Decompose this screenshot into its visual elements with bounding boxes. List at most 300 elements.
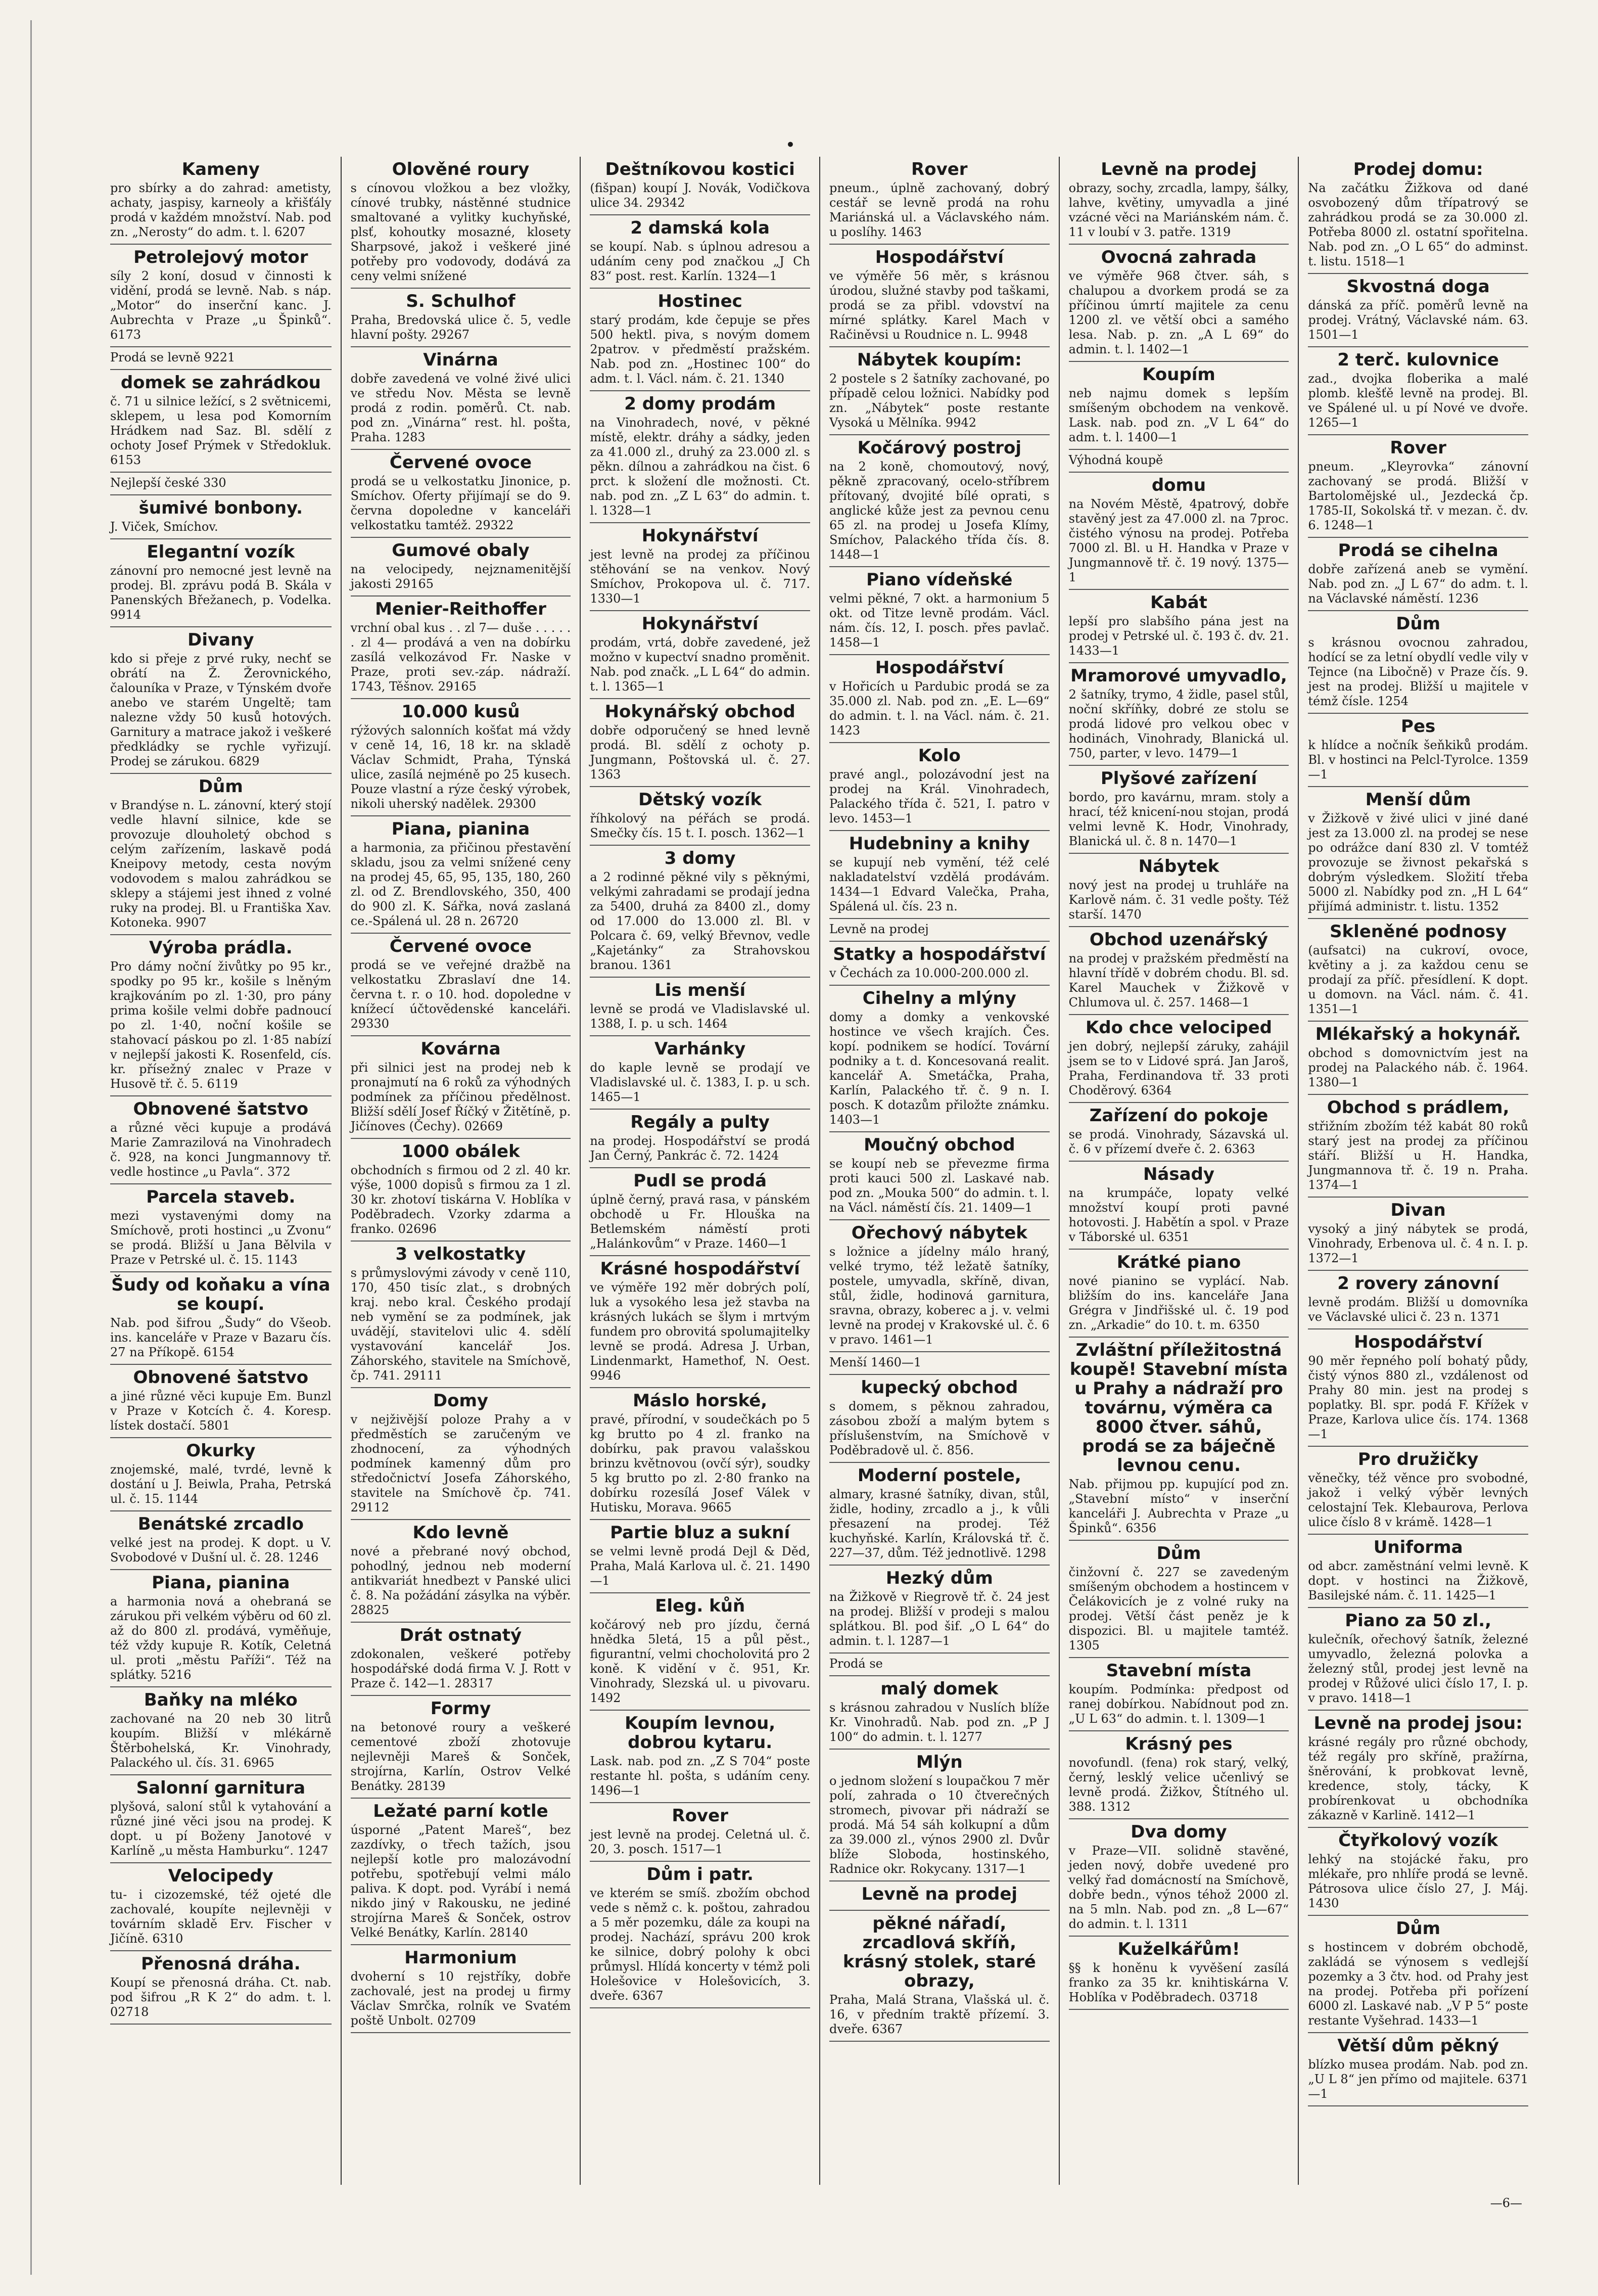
- ad-heading: 3 domy: [664, 848, 736, 868]
- ad-heading: Partie bluz a sukní: [610, 1523, 790, 1543]
- ad-heading: malý domek: [880, 1679, 999, 1699]
- ad-body: blízko musea prodám. Nab. pod zn. „U L 8“ jen přímo od majitele. 6371—1: [1308, 2057, 1528, 2101]
- ad-body: levně prodám. Bližší u domovníka ve Václavské ulici č. 23 n. 1371: [1308, 1295, 1528, 1324]
- ad-body: s krásnou zahradou v Nuslích blíže Kr. Vinohradů. Nab. pod zn. „P J 100“ do admin. t. l. 1277: [829, 1701, 1050, 1744]
- ad-body: novofundl. (fena) rok starý, velký, černý, lesklý velice učenlivý se levně prodá. Žižkov, Štítného ul. 388. 1312: [1068, 1756, 1289, 1814]
- ad-heading: Šudy od koňaku a vína se koupí.: [111, 1275, 331, 1314]
- ad-body: od abcr. zaměstnání velmi levně. K dopt. v hostinci na Žižkově, Basilejské nám. č. 11. 1425—1: [1308, 1559, 1528, 1602]
- classified-ad: [1069, 1658, 1289, 1731]
- classified-ad: [829, 567, 1050, 655]
- classified-ad: [829, 1463, 1050, 1566]
- ad-heading: Dům: [198, 776, 243, 797]
- ad-body: v Praze—VII. solidně stavěné, jeden nový, dobře uvedené pro velký řad domácností na Smíchově, dobře bedn., výnos téhož 2000 zl. na 5 mln. Nab. pod zn. „8 L—67“ do admin. t. l. 1311: [1068, 1844, 1289, 1931]
- classified-ad: [1308, 1447, 1528, 1535]
- classified-ad: [1069, 1937, 1289, 2010]
- classified-ad: [351, 1945, 571, 2033]
- ad-body: Na začátku Žižkova od dané osvobozený dům třípatrový se zahrádkou prodá se za 30.000 zl. Potřeba 8000 zl. ostatní spořitelna. Nab. pod zn. „O L 65“ do adminst. t. listu. 1518—1: [1308, 181, 1528, 268]
- classified-ad: [590, 1711, 810, 1803]
- ad-body: pneum. „Kleyrovka“ zánovní zachovaný se prodá. Bližší v Bartolomějské ul., Jezdecká čp. 1785-II, Sokolská tř. v mezan. č. dv. 6. 1248—1: [1308, 460, 1528, 532]
- classified-ad: [590, 1388, 810, 1520]
- ad-body: zánovní pro nemocné jest levně na prodej. Bl. zprávu podá B. Skála v Panenských Břežanech, p. Vodelka. 9914: [110, 564, 332, 622]
- ad-body: a různé věci kupuje a prodává Marie Zamrazilová na Vinohradech č. 928, na konci Jungmannovy tř. vedle hostince „u Pavla“. 372: [110, 1121, 332, 1179]
- ad-body: Praha, Bredovská ulice č. 5, vedle hlavní pošty. 29267: [350, 313, 571, 342]
- classified-ad: [351, 538, 571, 596]
- classified-ad: [1069, 473, 1289, 590]
- ad-heading: 2 domy prodám: [624, 394, 776, 414]
- ad-heading: Ležaté parní kotle: [373, 1801, 548, 1821]
- ad-body: střižním zbožím též kabát 80 roků starý jest na prodej za příčinou stáří. Bližší u H. Handka, Jungmannova tř. č. 19 n. Praha. 1374—1: [1308, 1119, 1528, 1192]
- ad-heading: 10.000 kusů: [401, 702, 520, 722]
- ad-heading: Mlékařský a hokynář.: [1315, 1024, 1521, 1044]
- ad-body: ve výměře 56 měr, s krásnou úrodou, služné stavby pod taškami, prodá se za přibl. vdovství na mírné splátky. Karel Mach v Račiněvsi u Roudnice n. L. 9948: [829, 269, 1050, 342]
- classified-ad: [829, 986, 1050, 1132]
- ad-body: dobře zařízená aneb se vymění. Nab. pod zn. „J L 67“ do adm. t. l. na Václavské náměstí. 1236: [1308, 562, 1528, 606]
- ad-heading: Nábytek: [1138, 856, 1219, 877]
- ad-heading: kupecký obchod: [861, 1377, 1018, 1398]
- ad-heading: Menier-Reithoffer: [375, 599, 546, 619]
- ad-heading: Moderní postele,: [857, 1465, 1021, 1486]
- classified-ad: [110, 1272, 332, 1365]
- classified-ad: [1069, 1731, 1289, 1819]
- ad-body: bordo, pro kavárnu, mram. stoly a hrací, též knicení-nou stojan, prodá velmi levně K. Hodr, Vinohrady, Blanická ul. č. 8 n. 1470—1: [1068, 790, 1289, 848]
- ad-body: se kupují neb vymění, též celé nakladatelství vzdělá prodávám. 1434—1 Edvard Valečka, Praha, Spálená ul. čís. 23 n.: [829, 855, 1050, 913]
- ad-body: v Hořicích u Pardubic prodá se za 35.000 zl. Nab. pod zn. „E. L—69“ do admin. t. l. na Václ. nám. č. 21. 1423: [829, 679, 1050, 738]
- classified-ad: [829, 435, 1050, 567]
- ad-body: ve výměře 192 měr dobrých polí, luk a vysokého lesa jež stavba na krásných lukách se šlym i mrtvým fundem pro obrovitá spolumajitelky levně se prodá. Adresa J. Urban, Lindenmarkt, Hamethof, N. Oest. 9946: [590, 1280, 810, 1383]
- ad-body: Levně na prodej: [829, 922, 929, 936]
- ad-heading: Formy: [430, 1698, 491, 1719]
- ad-heading: Hudebniny a knihy: [849, 834, 1030, 854]
- classified-ad: [1069, 450, 1289, 473]
- classified-ad: [1308, 1608, 1528, 1711]
- ad-body: nový jest na prodej u truhláře na Karlově nám. č. 31 vedle pošty. Též starší. 1470: [1068, 878, 1289, 922]
- ad-heading: Dětský vozík: [638, 790, 762, 810]
- classified-ad: [1308, 538, 1528, 611]
- ad-heading: 3 velkostatky: [395, 1244, 526, 1264]
- ad-heading: Skvostná doga: [1346, 277, 1490, 297]
- ad-heading: Deštníkovou kostici: [605, 159, 795, 179]
- ad-heading: Uniforma: [1373, 1537, 1463, 1557]
- classified-ad: [1069, 590, 1289, 663]
- ad-body: v Brandýse n. L. zánovní, který stojí vedle hlavní silnice, kde se provozuje dlouholetý obchod s celým zařízením, laskavě podá Kneipovy metody, cesta novým vodovodem s malou zahrádkou se sklepy a stájemi jest ihned z volné ruky na prodej. Bl. u Františka Xav. Kotoneka. 9907: [110, 798, 332, 930]
- ad-heading: Cihelny a mlýny: [862, 988, 1016, 1008]
- ad-heading: Rover: [911, 159, 968, 179]
- classified-ad: [110, 495, 332, 539]
- ad-body: pneum., úplně zachovaný, dobrý cestář se levně prodá na rohu Mariánská ul. a Václavského nám. u poslíhy. 1463: [829, 181, 1050, 239]
- classified-ad: [829, 1566, 1050, 1654]
- classified-ad: [1308, 1535, 1528, 1608]
- ad-heading: Dva domy: [1131, 1822, 1227, 1842]
- ad-body: o jednom složení s loupačkou 7 měr polí, zahrada o 10 čtverečných stromech, pivovar při nádraží se prodá. Má 54 sáh kolkupní a dům za 39.000 zl., výnos 2900 zl. Dvůr blíže Sloboda, hostinského, Radnice okr. Rokycany. 1317—1: [829, 1774, 1050, 1876]
- classified-ad: [110, 473, 332, 495]
- classified-ad: [1308, 1828, 1528, 1916]
- ad-body: věnečky, též věnce pro svobodné, jakož i velký výběr levných celostajní Tek. Klebaurova, Perlova ulice číslo 8 v krámě. 1428—1: [1308, 1471, 1528, 1529]
- ad-heading: Hospodářství: [875, 658, 1004, 678]
- ad-body: lehký na stojácké řaku, pro mlékaře, pro nhlíře prodá se levně. Pátrosova ulice číslo 27, J. Máj. 1430: [1308, 1852, 1528, 1910]
- ad-body: kulečník, ořechový šatník, železné umyvadlo, železná polovka a železný stůl, prodej jest levně na prodej v Růžové ulici číslo 17, I. p. v pravo. 1418—1: [1308, 1632, 1528, 1705]
- ad-heading: Prodá se cihelna: [1338, 540, 1498, 561]
- ad-body: v Žižkově v živé ulici v jiné dané jest za 13.000 zl. na prodej se nese po odrážce daní 830 zl. V tomtéž provozuje se živnost pekařská s dobrým výsledkem. Složití třeba 5000 zl. Nabídky pod zn. „H L 64“ přijímá administr. t. listu. 1352: [1308, 811, 1528, 913]
- classified-ad: [1308, 1198, 1528, 1271]
- ad-heading: Kabát: [1150, 592, 1207, 613]
- top-mark: •: [786, 136, 795, 153]
- ad-body: zdokonalen, veškeré potřeby hospodářské dodá firma V. J. Rott v Praze č. 142—1. 28317: [350, 1647, 571, 1690]
- ad-body: na Vinohradech, nové, v pěkné místě, elektr. dráhy a sádky, jeden za 41.000 zl., druhý za 23.000 zl. s pěkn. dílnou a zahrádkou na čist. 6 prct. k složení dle možnosti. Ct. nab. pod zn. „Z L 63“ do admin. t. l. 1328—1: [590, 416, 810, 518]
- ad-body: s hostincem v dobrém obchodě, zakládá se výnosem s vedlejší pozemky a 3 čtv. hod. od Prahy jest na prodej. Potřeba při pořízení 6000 zl. Laskavé nab. „V P 5“ poste restante Vyšehrad. 1433—1: [1308, 1940, 1528, 2028]
- ad-body: Prodá se levně 9221: [110, 350, 236, 364]
- classified-ad: [1308, 1329, 1528, 1447]
- classified-ad: [590, 1036, 810, 1110]
- ad-body: Pro dámy noční živůtky po 95 kr., spodky po 95 kr., košile s lněným krajkováním po zl. 1·30, pro pány prima košile velmi dobře padnoucí po zl. 1·40, noční košile se stahovací páskou po zl. 1·85 nabízí v nejlepší jakosti K. Rosenfeld, cís. kr. přísežný znalec v Praze v Husově tř. č. 5. 6119: [110, 959, 332, 1091]
- classified-ad: [1069, 1015, 1289, 1103]
- ad-body: s průmyslovými závody v ceně 110, 170, 450 tisíc zlat., s drobných kraj. nebo kral. Českého prodají neb vymění se za podmínek, jak uvádějí, stavitelovi ulic 4. sdělí vystavování kancelář Jos. Záhorského, stavitele na Smíchově, čp. 741. 29111: [350, 1266, 571, 1383]
- ad-body: jen dobrý, nejlepší záruky, zahájil jsem se to v Lidové sprá. Jan Jaroš, Praha, Ferdinandova tř. 33 proti Choděrový. 6364: [1068, 1039, 1289, 1097]
- ad-heading: Koupím levnou, dobrou kytaru.: [625, 1713, 776, 1753]
- classified-ad: [590, 289, 810, 391]
- ad-heading: Hospodářství: [1354, 1332, 1483, 1352]
- ad-heading: Benátské zrcadlo: [137, 1514, 304, 1534]
- classified-ad: [110, 1687, 332, 1775]
- classified-ad: [829, 919, 1050, 942]
- classified-ad: [829, 347, 1050, 435]
- ad-body: prodá se ve veřejné dražbě na velkostatku Zbraslaví dne 14. června t. r. o 10. hod. dopoledne v knížecí účtovědenské kanceláři. 29330: [350, 958, 571, 1031]
- ad-body: se prodá. Vinohrady, Sázavská ul. č. 6 v přízemí dveře č. 2. 6363: [1068, 1127, 1289, 1156]
- ad-heading: 2 rovery zánovní: [1337, 1273, 1499, 1294]
- ad-heading: Hokynářství: [641, 526, 759, 546]
- classified-ad: [110, 539, 332, 627]
- ad-body: ve výměře 968 čtver. sáh, s chalupou a dvorkem prodá se za příčinou úmrtí majitele za cenu 1200 zl. ve větší obci a samého lesa. Nab. p. zn. „A L 69“ do admin. t. l. 1402—1: [1068, 269, 1289, 356]
- ad-heading: Hokynářství: [641, 614, 759, 634]
- ad-heading: Krásný pes: [1125, 1734, 1233, 1754]
- ad-body: k hlídce a nočník šeňkiků prodám. Bl. v hostinci na Pelcl-Tyrolce. 1359—1: [1308, 738, 1528, 782]
- classified-ad: [351, 1623, 571, 1696]
- ad-body: 90 měr řepného polí bohatý půdy, čistý výnos 880 zl., vzdálenost od Prahy 80 min. jest na prodej s poplatky. Bl. spr. podá F. Křížek v Praze, Karlova ulice čís. 174. 1368—1: [1308, 1354, 1528, 1441]
- classified-ad: [829, 1654, 1050, 1676]
- classified-ad: [1069, 1162, 1289, 1250]
- ad-heading: Ovocná zahrada: [1101, 247, 1257, 267]
- ad-heading: Kolo: [918, 746, 961, 766]
- ad-heading: Hezký dům: [885, 1568, 993, 1588]
- ad-body: pravé angl., polozávodní jest na prodej na Král. Vinohradech, Palackého třída č. 521, I. patro v levo. 1453—1: [829, 767, 1050, 825]
- ad-body: Nab. pod šifrou „Šudy“ do Všeob. ins. kanceláře v Praze v Bazaru čís. 27 na Příkopě. 6154: [110, 1316, 332, 1359]
- ad-body: se koupí. Nab. s úplnou adresou a udáním ceny pod značkou „J Ch 83“ post. rest. Karlín. 1324—1: [590, 240, 810, 283]
- ad-column-6: [1298, 157, 1537, 2185]
- classified-ad: [829, 1375, 1050, 1463]
- classified-ad: [110, 370, 332, 473]
- ad-body: 2 šatníky, trymo, 4 židle, pasel stůl, noční skříňky, dobré ze stolu se prodá lidové pro velkou obec v hodinách, Vinohrady, Blanická ul. 750, parter, v levo. 1479—1: [1068, 687, 1289, 760]
- ad-body: Menší 1460—1: [829, 1355, 922, 1369]
- ad-heading: Prodej domu:: [1353, 159, 1483, 179]
- classified-ad: [590, 1593, 810, 1711]
- ad-body: zad., dvojka floberika a malé plomb. klešťě levně na prodej. Bl. ve Spálené ul. u pí Nové ve dvoře. 1265—1: [1308, 372, 1528, 430]
- classified-ad: [829, 1676, 1050, 1750]
- ad-body: zachované na 20 neb 30 litrů koupím. Bližší v mlékárně Štěrbohelská, Kr. Vinohrady, Palackého ul. čís. 31. 6965: [110, 1712, 332, 1770]
- ad-body: na betonové roury a veškeré cementové zboží zhotovuje nejlevněji Mareš & Sonček, strojírna, Karlín, Ostrov Velké Benátky. 28139: [350, 1720, 571, 1793]
- ad-heading: Levně na prodej: [861, 1884, 1018, 1904]
- ad-heading: Skleněné podnosy: [1330, 922, 1507, 942]
- classified-ad: [590, 787, 810, 846]
- ad-heading: Moučný obchod: [864, 1135, 1015, 1155]
- classified-ad: [1308, 157, 1528, 274]
- classified-ad: [351, 450, 571, 538]
- page-edge-line: [30, 20, 37, 2275]
- ad-heading: Obchod s prádlem,: [1327, 1097, 1510, 1118]
- ad-heading: Červené ovoce: [389, 936, 532, 956]
- classified-ad: [1308, 1095, 1528, 1198]
- classified-ad: [590, 391, 810, 523]
- classified-ad: [1308, 1271, 1528, 1329]
- classified-ad: [1069, 854, 1289, 927]
- ad-body: Praha, Malá Strana, Vlašská ul. č. 16, v předním traktě přízemí. 3. dveře. 6367: [829, 1993, 1050, 2036]
- classified-ad: [110, 1365, 332, 1438]
- ad-heading: Domy: [433, 1391, 489, 1411]
- ad-heading: domu: [1151, 475, 1206, 495]
- classified-ad: [351, 289, 571, 347]
- ad-column-3: [580, 157, 819, 2185]
- ad-heading: Mramorové umyvadlo,: [1070, 666, 1287, 686]
- classified-ad: [829, 655, 1050, 743]
- classified-ad: [829, 942, 1050, 986]
- ad-body: vrchní obal kus . . zl 7— duše . . . . . . zl 4— prodává a ven na dobírku zasílá velkozávod Fr. Naske v Praze, proti sev.-záp. nádraží. 1743, Těšnov. 29165: [350, 621, 571, 694]
- ad-body: s domem, s pěknou zahradou, zásobou zboží a malým bytem s příslušenstvím, na Smíchově v Poděbradově ul. č. 856.: [829, 1399, 1050, 1457]
- ad-heading: šumivé bonbony.: [138, 498, 303, 518]
- ad-body: v Čechách za 10.000-200.000 zl.: [829, 966, 1029, 980]
- classified-ad: [829, 1881, 1050, 1911]
- ad-heading: 2 damská kola: [630, 218, 770, 238]
- ad-heading: Baňky na mléko: [144, 1690, 298, 1710]
- ad-body: a jiné různé věci kupuje Em. Bunzl v Praze v Kotcích č. 4. Koresp. lístek dostačí. 5801: [110, 1389, 332, 1433]
- ad-heading: Zvláštní příležitostná koupě! Stavební místa u Prahy a nádraží pro továrnu, výměra ca 8000 čtver. sáhů, prodá se za báječně levnou cenu.: [1069, 1340, 1288, 1476]
- ad-heading: Kočárový postroj: [857, 438, 1022, 458]
- ad-heading: Pro družičky: [1357, 1449, 1479, 1470]
- ad-heading: Statky a hospodářství: [833, 944, 1046, 965]
- classified-ad: [110, 935, 332, 1096]
- classified-ad: [590, 699, 810, 787]
- ad-body: kdo si přeje z prvé ruky, nechť se obrátí na Ž. Žerovnického, čalouníka v Praze, v Týnském dvoře anebo ve starém Ungeltě; tam nalezne vždy 50 kusů hotových. Garnitury a matrace jakož i veškeré předkládky se rychle vyřizují. Prodej se zárukou. 6829: [110, 652, 332, 768]
- classified-ad: [1069, 927, 1289, 1015]
- ad-body: na 2 koně, chomoutový, nový, pěkně zpracovaný, ocelo-stříbrem přítovaný, dvojité bílé oprati, s anglické kůže jest za pevnou cenu 65 zl. na prodej u Josefa Klímy, Smíchov, Palackého třída čís. 8. 1448—1: [829, 460, 1050, 562]
- ad-heading: Petrolejový motor: [133, 247, 308, 267]
- ad-body: jest levně na prodej. Celetná ul. č. 20, 3. posch. 1517—1: [590, 1827, 810, 1856]
- classified-ad: [351, 1520, 571, 1623]
- classified-ad: [1308, 611, 1528, 714]
- ad-heading: Obnovené šatstvo: [133, 1099, 309, 1119]
- classified-ad: [351, 1242, 571, 1388]
- ad-heading: Hospodářství: [875, 247, 1004, 267]
- classified-ad: [110, 1184, 332, 1272]
- ad-body: starý prodám, kde čepuje se přes 500 hektl. piva, s novým domem 2patrov. v předměstí pražském. Nab. pod zn. „Hostinec 100“ do adm. t. l. Václ. nám. č. 21. 1340: [590, 313, 810, 386]
- ad-body: almary, krasné šatníky, divan, stůl, židle, hodiny, zrcadlo a j., k vůli přesazení na prodej. Též kuchyňské. Karlín, Královská tř. č. 227—37, dům. Též jednotlivě. 1298: [829, 1487, 1050, 1560]
- classified-ad: [110, 1775, 332, 1863]
- classified-ad: [110, 774, 332, 935]
- ad-heading: Levně na prodej jsou:: [1313, 1713, 1523, 1733]
- classified-ad: [110, 627, 332, 774]
- ad-body: a 2 rodinné pěkné vily s pěknými, velkými zahradami se prodají jedna za 5400, druhá za 8400 zl., domy od 17.000 do 13.000 zl. Bl. v Polcara č. 69, velký Břevnov, vedle „Kajetánky“ za Strahovskou branou. 1361: [590, 870, 810, 972]
- ad-body: s krásnou ovocnou zahradou, hodící se za letní obydlí vedle vily v Tejnce (na Libočně) v Praze čís. 9. jest na prodej. Bližší u majitele v témž čísle. 1254: [1308, 635, 1528, 708]
- classified-ad: [590, 157, 810, 215]
- ad-body: na prodej. Hospodářství se prodá Jan Černý, Pankrác č. 72. 1424: [590, 1134, 810, 1163]
- classified-ad: [110, 1863, 332, 1951]
- ad-body: se koupí neb se převezme firma proti kauci 500 zl. Laskavé nab. pod zn. „Mouka 500“ do admin. t. l. na Václ. náměstí čís. 21. 1409—1: [829, 1157, 1050, 1215]
- ad-heading: Hokynářský obchod: [604, 702, 795, 722]
- ad-heading: Rover: [1390, 438, 1446, 458]
- classified-ad: [351, 816, 571, 934]
- ad-body: síly 2 koní, dosud v činnosti k vidění, prodá se levně. Nab. s náp. „Motor“ do inserční kanc. J. Aubrechta v Praze „u Špinků“. 6173: [110, 269, 332, 342]
- ad-heading: Nábytek koupím:: [857, 350, 1022, 370]
- ad-heading: Eleg. kůň: [655, 1596, 745, 1616]
- classified-ad: [1308, 1711, 1528, 1828]
- ad-body: Nejlepší české 330: [110, 476, 226, 490]
- ad-heading: Velocipedy: [168, 1866, 273, 1886]
- classified-ad: [590, 1520, 810, 1593]
- classified-ad: [110, 245, 332, 347]
- ad-body: neb najmu domek s lepším smíšeným obchodem na venkově. Lask. nab. pod zn. „V L 64“ do adm. t. l. 1400—1: [1068, 386, 1289, 444]
- page-number: —6—: [1490, 2196, 1522, 2210]
- ad-heading: Krátké piano: [1116, 1252, 1241, 1272]
- classified-ad: [351, 1388, 571, 1520]
- classified-ad: [1308, 787, 1528, 919]
- ad-body: lepší pro slabšího pána jest na prodej v Petrské ul. č. 193 č. dv. 21. 1433—1: [1068, 614, 1289, 658]
- classified-ad: [590, 1168, 810, 1256]
- classified-ad: [829, 1911, 1050, 2042]
- ad-heading: Hostinec: [657, 291, 742, 311]
- ad-body: (fišpan) koupí J. Novák, Vodičkova ulice 34. 29342: [590, 181, 810, 210]
- ad-body: a harmonia nová a ohebraná se zárukou při velkém výběru od 60 zl. až do 800 zl. prodává, vyměňuje, též vždy kupuje R. Kotík, Celetná ul. proti „městu Paříži“. Též na splátky. 5216: [110, 1594, 332, 1682]
- ad-body: na krumpáče, lopaty velké množství koupí proti pavné hotovosti. J. Habětín a spol. v Praze v Táborské ul. 6351: [1068, 1186, 1289, 1244]
- ad-heading: Čtyřkolový vozík: [1338, 1830, 1498, 1851]
- ad-heading: Výroba prádla.: [149, 938, 293, 958]
- ad-body: pro sbírky a do zahrad: ametisty, achaty, jaspisy, karneoly a křišťály prodá v každém množství. Nab. pod zn. „Nerosty“ do adm. t. l. 6207: [110, 181, 332, 239]
- classified-ad: [1308, 714, 1528, 787]
- ad-heading: Dům: [1396, 614, 1441, 634]
- classified-ad: [1069, 1541, 1289, 1658]
- ad-body: obchod s domovnictvím jest na prodej na Palackého náb. č. 1964. 1380—1: [1308, 1046, 1528, 1089]
- classified-ad: [1308, 347, 1528, 435]
- ad-heading: Varhánky: [654, 1039, 746, 1059]
- ad-heading: pěkné nářadí, zrcadlová skříň, krásný stolek, staré obrazy,: [842, 1913, 1036, 1991]
- ad-body: tu- i cizozemské, též ojeté dle zachovalé, koupíte nejlevněji v továrním skladě Erv. Fischer v Jičíně. 6310: [110, 1888, 332, 1946]
- ad-body: a harmonia, za přičinou přestavění skladu, jsou za velmi snížené ceny na prodej 45, 65, 95, 135, 180, 260 zl. od Z. Brendlovského, 350, 400 do 900 zl. K. Sářka, nová zaslaná ce.-Spálená ul. 28 n. 26720: [350, 841, 571, 928]
- ad-heading: Zařízení do pokoje: [1089, 1106, 1268, 1126]
- ad-heading: Červené ovoce: [389, 452, 532, 473]
- ad-heading: domek se zahrádkou: [120, 373, 321, 393]
- classified-ad: [110, 347, 332, 370]
- ad-body: prodá se u velkostatku Jinonice, p. Smíchov. Oferty přijímají se do 9. června dopoledne v kanceláři velkostatku tamtéž. 29322: [350, 474, 571, 532]
- ad-body: při silnici jest na prodej neb k pronajmutí na 6 roků za výhodných podmínek za příčinou předělnost. Bližší sdělí Josef Říčký v Žitětíně, p. Jičínoves (Čechy). 02669: [350, 1061, 571, 1133]
- classified-ad: [1308, 919, 1528, 1022]
- ad-heading: Gumové obaly: [392, 540, 530, 561]
- ad-body: vysoký a jiný nábytek se prodá, Vinohrady, Erbenova ul. č. 4 n. I. p. 1372—1: [1308, 1222, 1528, 1265]
- ad-heading: Salonní garnitura: [136, 1778, 306, 1798]
- ad-body: krásné regály pro různé obchody, též regály pro skříně, pražírna, šněrování, k probkovat levně, kredence, stoly, tácky, K probírenkovat u obchodníka zákazně v Karlině. 1412—1: [1308, 1735, 1528, 1822]
- classified-ad: [351, 596, 571, 699]
- ad-body: znojemské, malé, tvrdé, levně k dostání u J. Beiwla, Praha, Petrská ul. č. 15. 1144: [110, 1462, 332, 1506]
- ad-body: prodám, vrtá, dobře zavedené, jež možno v kupectví snadno proměnit. Nab. pod značk. „L L 64“ do admin. t. l. 1365—1: [590, 635, 810, 694]
- ad-heading: Regály a pulty: [630, 1112, 770, 1132]
- ad-body: se velmi levně prodá Dejl & Děd, Praha, Malá Karlova ul. č. 21. 1490—1: [590, 1544, 810, 1588]
- classified-ad: [829, 1750, 1050, 1881]
- classified-ad: [1308, 435, 1528, 538]
- ad-heading: Větší dům pěkný: [1337, 2036, 1499, 2056]
- ad-body: obrazy, sochy, zrcadla, lampy, šálky, lahve, květiny, umyvadla a jiné vzácné věci na Mariánském nám. č. 11 v loubí v 3. patře. 1319: [1068, 181, 1289, 239]
- classified-ad: [351, 1139, 571, 1242]
- ad-body: na Novém Městě, 4patrový, dobře stavěný jest za 47.000 zl. na 7proc. čistého výnosu na prodej. Potřeba 7000 zl. Bl. u H. Handka v Praze v Jungmannově tř. č. 19 nový. 1375—1: [1068, 497, 1289, 584]
- ad-body: Nab. přijmou pp. kupující pod zn. „Stavební místo“ v inserční kanceláři J. Aubrechta v Praze „u Špinků“. 6356: [1068, 1477, 1289, 1535]
- ad-heading: Lis menší: [654, 980, 746, 1000]
- ad-body: mezi vystavenými domy na Smíchově, proti hostinci „u Zvonu“ se prodá. Bližší u Jana Bělvila v Praze v Petrské ul. č. 15. 1143: [110, 1209, 332, 1267]
- classified-ads-page: [101, 157, 1537, 2185]
- ad-body: §§ k honěnu k vyvěšení zasílá franko za 35 kr. knihtiskárna V. Hoblíka v Poděbradech. 03718: [1068, 1961, 1289, 2004]
- ad-body: do kaple levně se prodají ve Vladislavské ul. č. 1383, I. p. u sch. 1465—1: [590, 1061, 810, 1104]
- ad-heading: Kdo chce velociped: [1085, 1018, 1273, 1038]
- ad-heading: Máslo horské,: [633, 1391, 768, 1411]
- ad-body: Prodá se: [829, 1657, 883, 1671]
- ad-heading: Harmonium: [404, 1948, 517, 1968]
- ad-heading: Stavební místa: [1106, 1661, 1252, 1681]
- ad-body: na velocipedy, nejznamenitější jakosti 29165: [350, 562, 571, 591]
- ad-heading: 2 terč. kulovnice: [1337, 350, 1499, 370]
- ad-body: ve kterém se smíš. zbožím obchod vede s němž c. k. poštou, zahradou a 5 měr pozemku, dále za koupi na prodej. Nachází, správu 200 krok ke silnice, dobrý polohy k obci průmysl. Hlídá koncerty v témž poli Holešovice v Holešovicích, 3. dveře. 6367: [590, 1886, 810, 2003]
- ad-body: na Žižkově v Riegrově tř. č. 24 jest na prodej. Bližší v prodeji s malou splátkou. Bl. pod šif. „O L 64“ do admin. t. l. 1287—1: [829, 1590, 1050, 1648]
- ad-heading: Obnovené šatstvo: [133, 1367, 309, 1388]
- ad-body: dánská za příč. poměrů levně na prodej. Vrátný, Václavské nám. 63. 1501—1: [1308, 298, 1528, 342]
- ad-body: dvoherní s 10 rejstříky, dobře zachovalé, jest na prodej u firmy Václav Smrčka, rolník ve Svatém poště Unbolt. 02709: [350, 1969, 571, 2028]
- ad-body: nové pianino se vyplácí. Nab. bližším do ins. kanceláře Jana Grégra v Jindřišské ul. č. 19 pod zn. „Arkadie“ do 10. t. m. 6350: [1068, 1274, 1289, 1332]
- classified-ad: [1069, 1338, 1289, 1541]
- ad-body: J. Viček, Smíchov.: [110, 520, 218, 534]
- ad-heading: Krásné hospodářství: [600, 1259, 800, 1279]
- classified-ad: [1069, 157, 1289, 245]
- ad-body: činžovní č. 227 se zavedeným smíšeným obchodem a hostincem v Čelákovicích je z volné ruky na prodej. Větší část peněz je k dispozici. Bl. u majitele tamtéž. 1305: [1068, 1565, 1289, 1652]
- classified-ad: [829, 743, 1050, 831]
- classified-ad: [110, 1511, 332, 1570]
- classified-ad: [1308, 1916, 1528, 2033]
- ad-body: jest levně na prodej za příčinou stěhování se na venkov. Nový Smíchov, Prokopova ul. č. 717. 1330—1: [590, 547, 810, 606]
- ad-heading: Obchod uzenářský: [1089, 930, 1268, 950]
- ad-heading: Okurky: [186, 1441, 256, 1461]
- classified-ad: [590, 978, 810, 1036]
- ad-body: s cínovou vložkou a bez vložky, cínové trubky, nástěnné studnice smaltované a vylitky kuchyňské, plsť, kohoutky mosazné, klosety Sharpsové, jakož i veškeré jiné potřeby pro vodovody, dodává za ceny velmi snížené: [350, 181, 571, 283]
- ad-heading: Parcela staveb.: [146, 1187, 296, 1207]
- classified-ad: [351, 347, 571, 450]
- ad-heading: Piano za 50 zl.,: [1345, 1611, 1492, 1631]
- classified-ad: [351, 934, 571, 1036]
- classified-ad: [351, 1696, 571, 1799]
- ad-heading: Levně na prodej: [1101, 159, 1257, 179]
- ad-body: obchodních s firmou od 2 zl. 40 kr. výše, 1000 dopisů s firmou za 1 zl. 30 kr. zhotoví tiskárna V. Hoblíka v Poděbradech. Vzorky zdarma a franko. 02696: [350, 1163, 571, 1236]
- ad-body: úplně černý, pravá rasa, v pánském obchodě u Fr. Hlouška na Betlemském náměstí proti „Halánkovům“ v Praze. 1460—1: [590, 1192, 810, 1251]
- ad-body: (aufsatci) na cukroví, ovoce, květiny a j. za každou cenu se prodají za příč. přesídlení. K dopt. u domovn. na Václ. nám. č. 41. 1351—1: [1308, 943, 1528, 1016]
- ad-body: říhkolový na péřách se prodá. Smečky čís. 15 t. I. posch. 1362—1: [590, 811, 810, 840]
- classified-ad: [1308, 2033, 1528, 2106]
- ad-body: nové a přebrané nový obchod, pohodlný, jednou neb moderní antikvariát hnedbezt v Panské ulici č. 8. Na požádání zásylka na výběr. 28825: [350, 1544, 571, 1617]
- classified-ad: [590, 1803, 810, 1862]
- classified-ad: [1069, 1103, 1289, 1162]
- classified-ad: [590, 846, 810, 978]
- ad-heading: Dům: [1156, 1543, 1201, 1564]
- ad-body: velmi pěkné, 7 okt. a harmonium 5 okt. od Titze levně prodám. Václ. nám. čís. 12, I. posch. přes pavlač. 1458—1: [829, 591, 1050, 650]
- ad-column-4: [819, 157, 1059, 2185]
- classified-ad: [829, 157, 1050, 245]
- ad-heading: Kdo levně: [412, 1523, 509, 1543]
- ad-heading: Kuželkářům!: [1117, 1939, 1240, 1959]
- classified-ad: [590, 215, 810, 289]
- ad-heading: Menší dům: [1365, 790, 1471, 810]
- classified-ad: [110, 157, 332, 245]
- classified-ad: [351, 157, 571, 289]
- ad-heading: Piana, pianina: [391, 819, 530, 839]
- ad-body: koupím. Podmínka: předpost od ranej dobírkou. Nabídnout pod zn. „U L 63“ do admin. t. l. 1309—1: [1068, 1682, 1289, 1726]
